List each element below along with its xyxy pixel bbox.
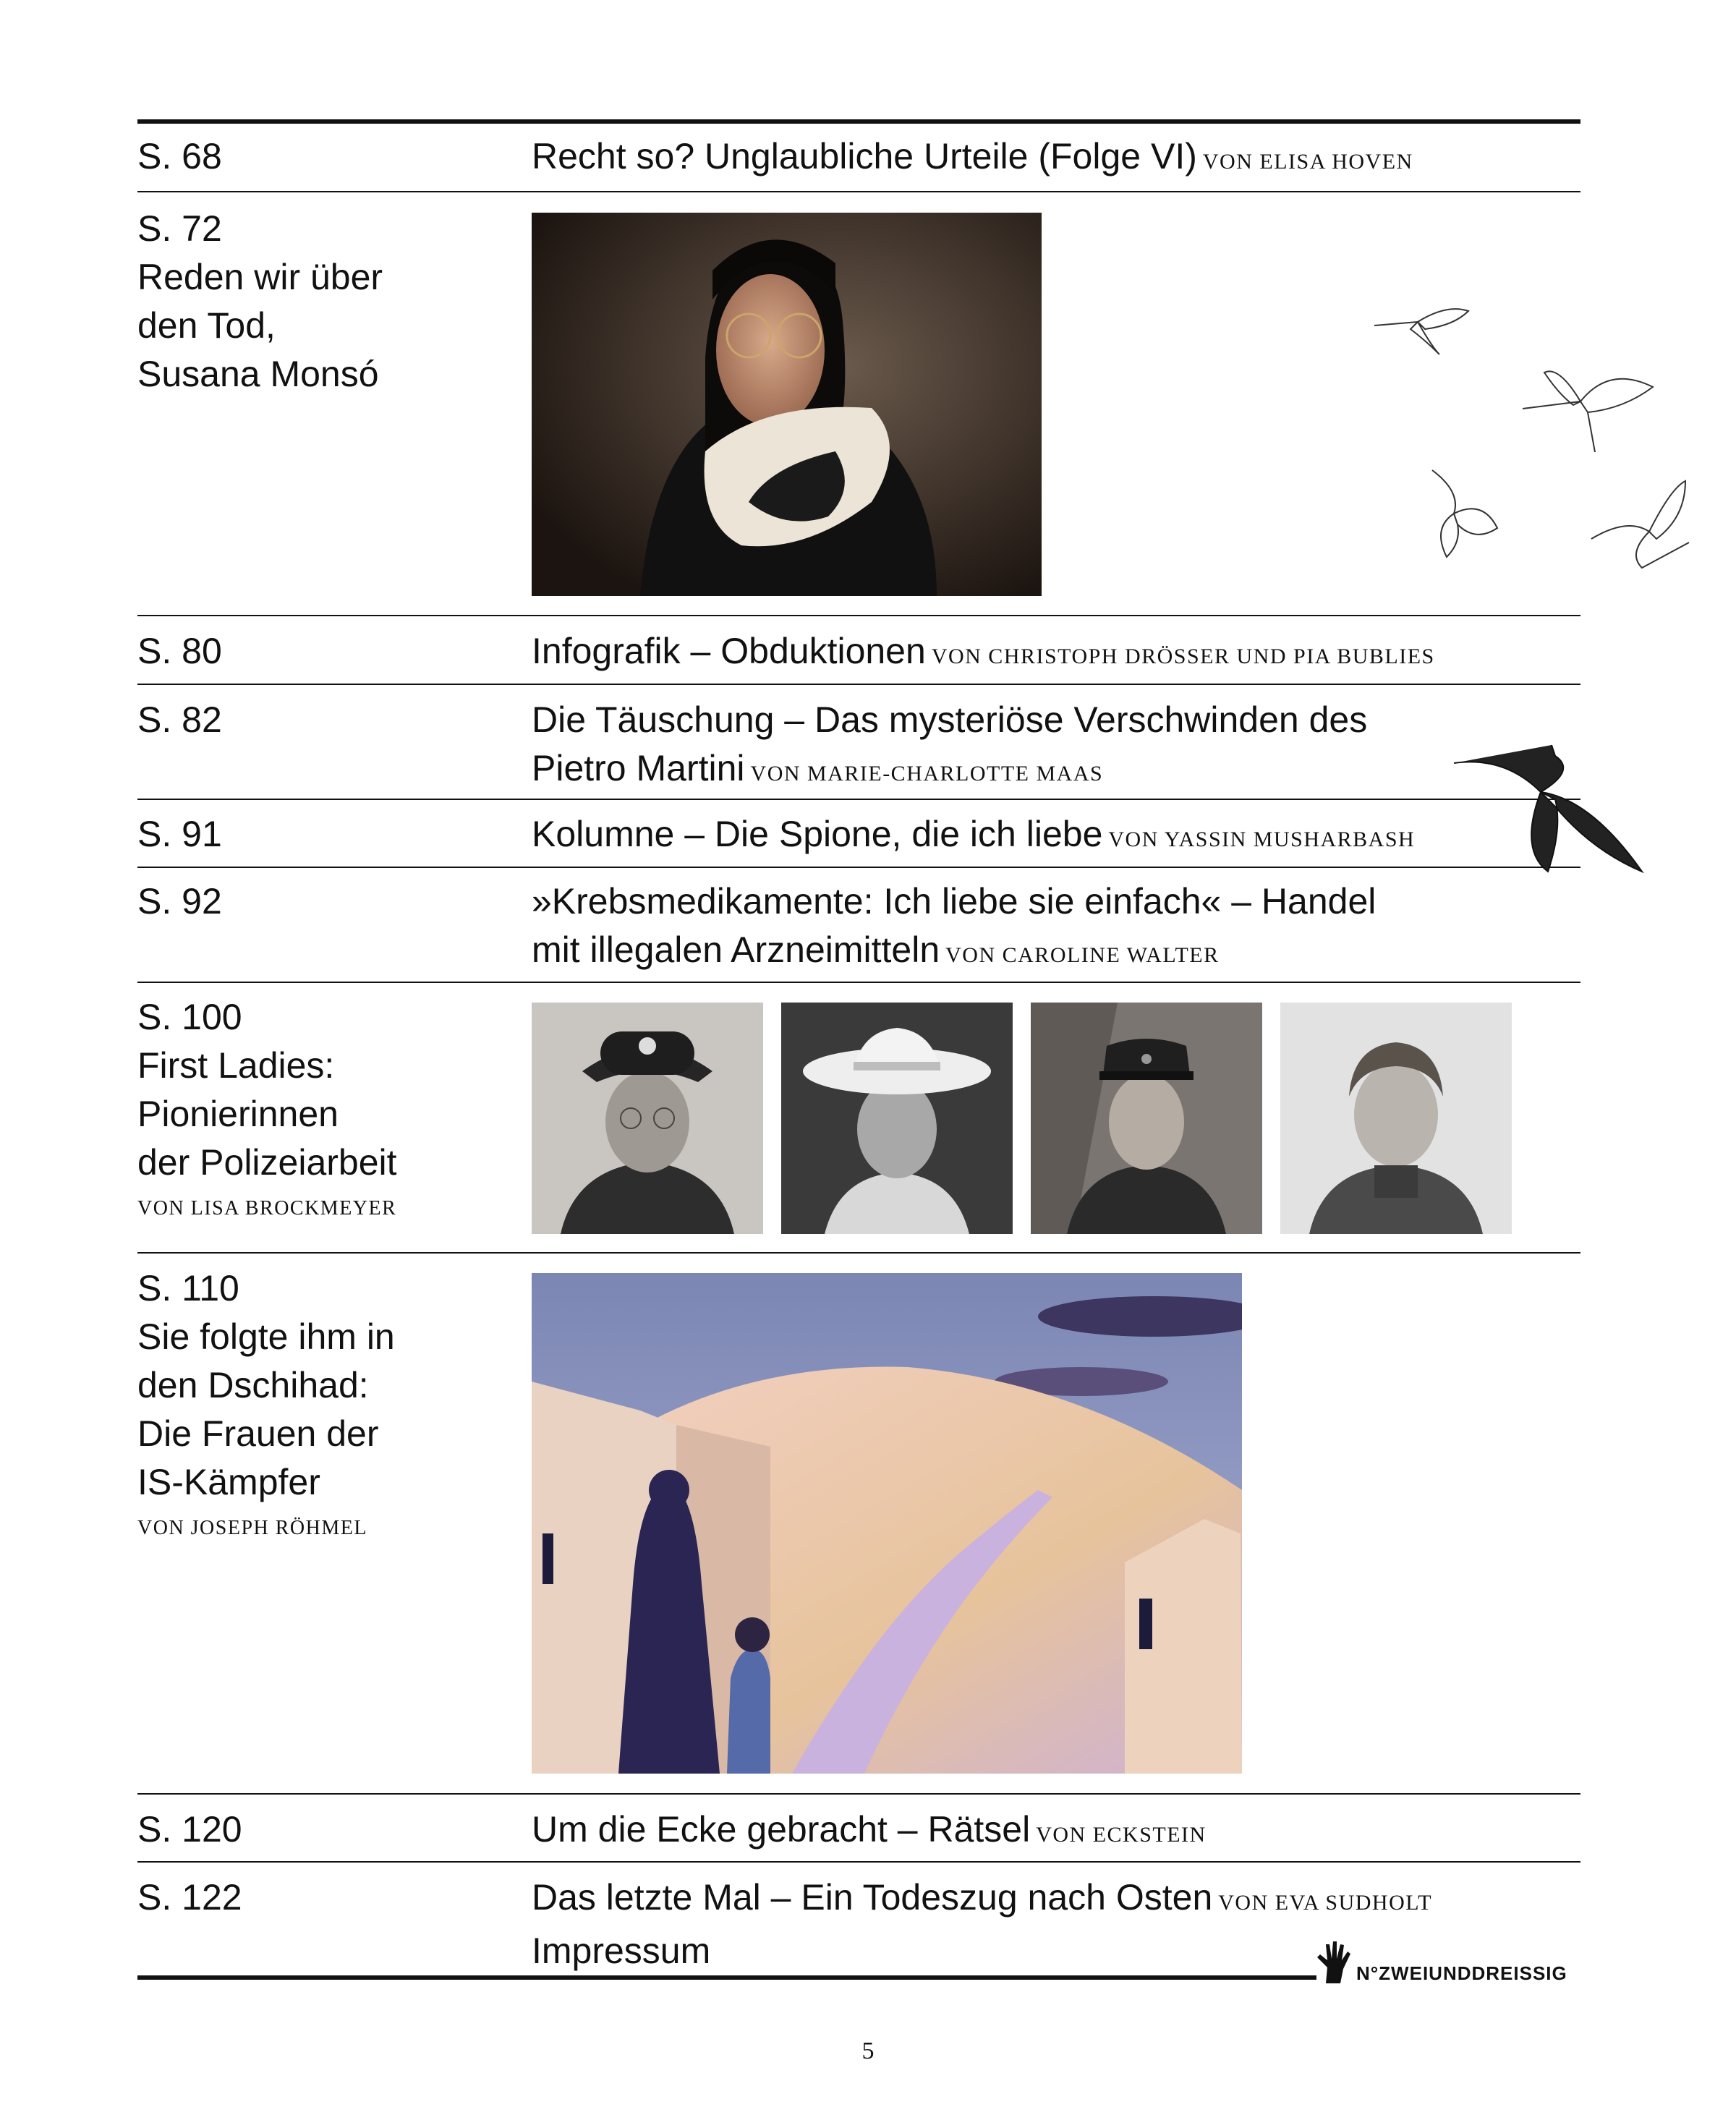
- author-byline: VON ELISA HOVEN: [1202, 150, 1413, 174]
- hand-icon: [1313, 1939, 1353, 1985]
- moth-illustration: [1367, 297, 1476, 362]
- author-byline: VON YASSIN MUSHARBASH: [1108, 827, 1416, 851]
- title-line: Reden wir über: [137, 257, 383, 297]
- page-number: S. 120: [137, 1809, 242, 1850]
- title-line: IS-Kämpfer: [137, 1462, 320, 1502]
- author-byline: VON JOSEPH RÖHMEL: [137, 1517, 367, 1539]
- historic-portrait: [532, 1003, 763, 1234]
- author-byline: VON LISA BROCKMEYER: [137, 1197, 397, 1220]
- article-title[interactable]: [532, 810, 1580, 864]
- article-title[interactable]: [532, 696, 1580, 798]
- divider: [137, 684, 1580, 685]
- page-number: S. 68: [137, 136, 222, 176]
- feature-block[interactable]: [137, 993, 397, 1223]
- illustration: [532, 1273, 1242, 1774]
- divider: [137, 1793, 1580, 1795]
- moth-illustration: [1418, 456, 1505, 564]
- title-line: Die Täuschung – Das mysteriöse Verschwinden des: [532, 699, 1368, 740]
- title-line: Impressum: [532, 1931, 711, 1971]
- title-line: den Dschihad:: [137, 1365, 369, 1405]
- title-line: First Ladies:: [137, 1045, 335, 1086]
- author-byline: VON MARIE-CHARLOTTE MAAS: [750, 762, 1104, 786]
- title-text: Recht so? Unglaubliche Urteile (Folge VI): [532, 136, 1197, 176]
- page-number: S. 82: [137, 699, 222, 740]
- portrait-photo: [532, 213, 1042, 596]
- page-number: S. 72: [137, 208, 222, 249]
- page-number: S. 110: [137, 1268, 239, 1308]
- article-title[interactable]: [532, 132, 1580, 186]
- page-number: S. 122: [137, 1877, 242, 1918]
- title-line: Die Frauen der: [137, 1413, 379, 1454]
- historic-portrait: [1031, 1003, 1262, 1234]
- feature-block[interactable]: [137, 1264, 395, 1543]
- author-byline: VON ECKSTEIN: [1036, 1823, 1207, 1847]
- title-text: Das letzte Mal – Ein Todeszug nach Osten: [532, 1877, 1213, 1918]
- article-title[interactable]: [532, 877, 1580, 979]
- historic-portrait: [1280, 1003, 1512, 1234]
- page-number: S. 92: [137, 881, 222, 922]
- page-number: S. 100: [137, 997, 242, 1037]
- title-line: Pietro Martini: [532, 748, 745, 788]
- moth-illustration: [1515, 358, 1660, 459]
- bottom-rule: [137, 1975, 1316, 1980]
- divider: [137, 867, 1580, 868]
- divider: [137, 615, 1580, 616]
- author-byline: VON EVA SUDHOLT: [1218, 1891, 1433, 1915]
- title-line: Susana Monsó: [137, 354, 379, 394]
- top-rule: [137, 119, 1580, 124]
- divider: [137, 191, 1580, 192]
- page-number: S. 80: [137, 631, 222, 671]
- title-line: Pionierinnen: [137, 1094, 339, 1134]
- magazine-issue-label: N°ZWEIUNDDREISSIG: [1356, 1962, 1567, 1984]
- page-number-footer: 5: [861, 2038, 875, 2064]
- moth-illustration: [1584, 474, 1700, 575]
- divider: [137, 982, 1580, 983]
- title-line: »Krebsmedikamente: Ich liebe sie einfach« – Handel: [532, 881, 1377, 922]
- title-text: Kolumne – Die Spione, die ich liebe: [532, 814, 1103, 854]
- article-title[interactable]: [532, 1873, 1580, 1975]
- article-title[interactable]: [532, 1805, 1580, 1859]
- article-title[interactable]: [532, 627, 1580, 681]
- page-number: S. 91: [137, 814, 222, 854]
- title-line: den Tod,: [137, 305, 276, 346]
- divider: [137, 1252, 1580, 1254]
- title-text: Infografik – Obduktionen: [532, 631, 926, 671]
- divider: [137, 799, 1580, 800]
- title-line: Sie folgte ihm in: [137, 1316, 395, 1357]
- title-text: Um die Ecke gebracht – Rätsel: [532, 1809, 1031, 1850]
- title-line: der Polizeiarbeit: [137, 1142, 397, 1183]
- divider: [137, 1861, 1580, 1863]
- feature-block[interactable]: [137, 205, 383, 399]
- historic-portrait: [781, 1003, 1013, 1234]
- title-line: mit illegalen Arzneimitteln: [532, 929, 940, 970]
- author-byline: VON CHRISTOPH DRÖSSER UND PIA BUBLIES: [931, 644, 1435, 668]
- author-byline: VON CAROLINE WALTER: [945, 943, 1220, 967]
